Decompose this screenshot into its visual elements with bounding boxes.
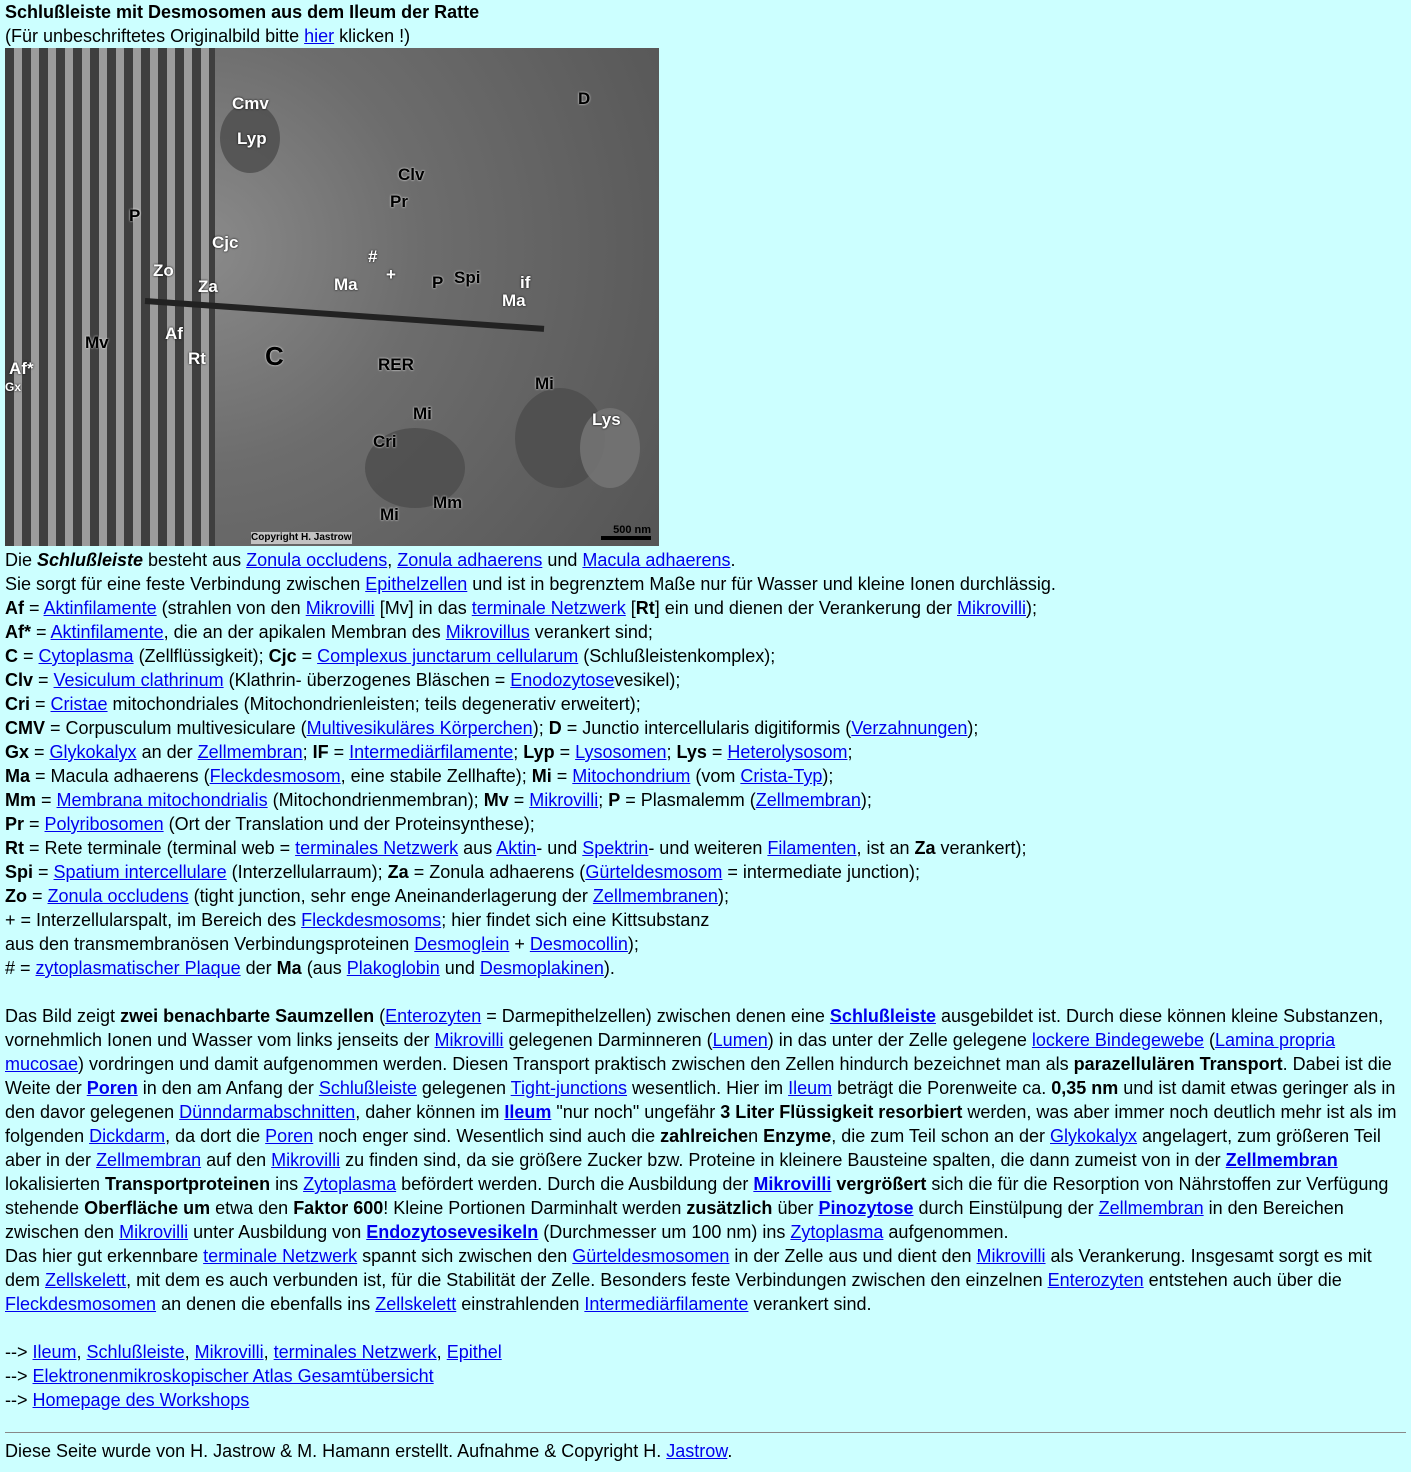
image-label: Zo [153, 261, 174, 280]
original-image-note: (Für unbeschriftetes Originalbild bitte hier klicken !) [5, 26, 411, 46]
description-paragraph: Das Bild zeigt zwei benachbarte Saumzellen (Enterozyten = Darmepithelzellen) zwischen denen eine Schlußleiste ausgebildet ist. Durch diese können kleine Substanzen, vornehmlich Ionen und Wasser vom links jenseits der Mikrovilli gelegenen Darminneren (Lumen) in das unter der Zelle gelegene lockere Bindegewebe (Lamina propria mucosae) vordringen und damit aufgenommen werden. Diesen Transport praktisch zwischen den Zellen hindurch bezeichnet man als parazellulären Transport. Dabei ist die Weite der Poren in den am Anfang der Schlußleiste gelegenen Tight-junctions wesentlich. Hier im Ileum beträgt die Porenweite ca. 0,35 nm und ist damit etwas geringer als in den davor gelegenen Dünndarmabschnitten, daher können im Ileum "nur noch" ungefähr 3 Liter Flüssigkeit resorbiert werden, was aber immer noch deutlich mehr ist als im folgenden Dickdarm, da dort die Poren noch enger sind. Wesentlich sind auch die zahlreichen Enzyme, die zum Teil schon an der Glykokalyx angelagert, zum größeren Teil aber in der Zellmembran auf den Mikrovilli zu finden sind, da sie größere Zucker bzw. Proteine in kleinere Bausteine spalten, die dann zumeist von in der Zellmembran lokalisierten Transportproteinen ins Zytoplasma befördert werden. Durch die Ausbildung der Mikrovilli vergrößert sich die für die Resorption von Nährstoffen zur Verfügung stehende Oberfläche um etwa den Faktor 600! Kleine Portionen Darminhalt werden zusätzlich über Pinozytose durch Einstülpung der Zellmembran in den Bereichen zwischen den Mikrovilli unter Ausbildung von Endozytosevesikeln (Durchmesser um 100 nm) ins Zytoplasma aufgenommen. [5, 1006, 1397, 1242]
link[interactable]: Fleckdesmosom [209, 766, 341, 786]
link-macula-adhaerens[interactable]: Macula adhaerens [582, 550, 731, 570]
scale-bar [601, 536, 651, 540]
link[interactable]: Enodozytose [510, 670, 615, 690]
image-label: # [368, 247, 378, 266]
intro-line-2: Sie sorgt für eine feste Verbindung zwischen Epithelzellen und ist in begrenztem Maße nur für Wasser und kleine Ionen durchlässig. [5, 574, 1056, 594]
nav-link-homepage[interactable]: Homepage des Workshops [32, 1390, 250, 1410]
link[interactable]: Mikrovilli [529, 790, 599, 810]
legend-spi: Spi = Spatium intercellulare (Interzellularraum); Za = Zonula adhaerens (Gürteldesmosom = intermediate junction); [5, 862, 920, 882]
link[interactable]: zytoplasmatischer Plaque [35, 958, 241, 978]
image-label: Mi [380, 505, 399, 524]
image-label: Af* [9, 359, 34, 378]
legend-zo: Zo = Zonula occludens (tight junction, sehr enge Aneinanderlagerung der Zellmembranen); [5, 886, 729, 906]
image-label: Af [165, 324, 183, 343]
link[interactable]: Poren [86, 1078, 138, 1098]
nav-link-terminales-netzwerk[interactable]: terminales Netzwerk [273, 1342, 437, 1362]
link[interactable]: Mikrovilli [434, 1030, 504, 1050]
link[interactable]: Zellmembran [1098, 1198, 1204, 1218]
link[interactable]: Lumen [712, 1030, 768, 1050]
image-label: Mi [535, 374, 554, 393]
microvilli-region [5, 48, 215, 546]
link[interactable]: Tight-junctions [510, 1078, 628, 1098]
link[interactable]: Schlußleiste [829, 1006, 936, 1026]
legend-afstar: Af* = Aktinfilamente, die an der apikalen Membran des Mikrovillus verankert sind; [5, 622, 653, 642]
link[interactable]: Mitochondrium [572, 766, 691, 786]
link[interactable]: Vesiculum clathrinum [53, 670, 224, 690]
footer: Diese Seite wurde von H. Jastrow & M. Hamann erstellt. Aufnahme & Copyright H. Jastrow. [5, 1441, 733, 1461]
divider [5, 1432, 1406, 1433]
link[interactable]: Dünndarmabschnitten [179, 1102, 356, 1122]
link-zonula-occludens[interactable]: Zonula occludens [246, 550, 388, 570]
nav-row: --> Homepage des Workshops [5, 1390, 250, 1410]
link[interactable]: terminales Netzwerk [295, 838, 459, 858]
legend-clv: Clv = Vesiculum clathrinum (Klathrin- überzogenes Bläschen = Enodozytosevesikel); [5, 670, 681, 690]
link[interactable]: Mikrovilli [271, 1150, 341, 1170]
link[interactable]: Gürteldesmosom [585, 862, 723, 882]
legend-hash: # = zytoplasmatischer Plaque der Ma (aus Plakoglobin und Desmoplakinen). [5, 958, 615, 978]
legend-cmv: CMV = Corpusculum multivesiculare (Multivesikuläres Körperchen); D = Junctio intercellularis digitiformis (Verzahnungen); [5, 718, 979, 738]
intro-line-1: Die Schlußleiste besteht aus Zonula occludens, Zonula adhaerens und Macula adhaerens. [5, 550, 736, 570]
image-label: P [129, 206, 141, 225]
image-copyright: Copyright H. Jastrow [251, 532, 352, 543]
original-image-link[interactable]: hier [304, 26, 335, 46]
footer-link-jastrow[interactable]: Jastrow [666, 1441, 728, 1461]
link[interactable]: Aktinfilamente [50, 622, 164, 642]
image-label: Cjc [212, 233, 239, 252]
image-label: C [265, 341, 284, 371]
image-label: Cmv [232, 94, 269, 113]
link[interactable]: Plakoglobin [346, 958, 440, 978]
image-label: Cri [373, 432, 397, 451]
navigation-links [5, 1340, 1406, 1412]
link[interactable]: Heterolysosom [727, 742, 848, 762]
page-title: Schlußleiste mit Desmosomen aus dem Ileum der Ratte [5, 2, 480, 22]
legend-ma: Ma = Macula adhaerens (Fleckdesmosom, eine stabile Zellhafte); Mi = Mitochondrium (vom Crista-Typ); [5, 766, 834, 786]
link[interactable]: Zellskelett [45, 1270, 127, 1290]
link-zonula-adhaerens[interactable]: Zonula adhaerens [397, 550, 543, 570]
link[interactable]: Spatium intercellulare [53, 862, 227, 882]
link[interactable]: Filamenten [767, 838, 857, 858]
link[interactable]: Polyribosomen [44, 814, 164, 834]
link[interactable]: Lysosomen [575, 742, 667, 762]
link-epithelzellen[interactable]: Epithelzellen [365, 574, 468, 594]
link[interactable]: Dickdarm [89, 1126, 166, 1146]
link[interactable]: terminale Netzwerk [203, 1246, 358, 1266]
description-paragraph-2: Das hier gut erkennbare terminale Netzwerk spannt sich zwischen den Gürteldesmosomen in der Zelle aus und dient den Mikrovilli als Verankerung. Insgesamt sorgt es mit dem Zellskelett, mit dem es auch verbunden ist, für die Stabilität der Zelle. Besonders feste Verbindungen zwischen den einzelnen Enterozyten entstehen auch über die Fleckdesmosomen an denen die ebenfalls ins Zellskelett einstrahlenden Intermediärfilamente verankert sind. [5, 1246, 1372, 1314]
link[interactable]: Zytoplasma [790, 1222, 884, 1242]
scale-label: 500 nm [613, 524, 651, 536]
electron-micrograph [5, 48, 659, 546]
link[interactable]: Desmoglein [414, 934, 510, 954]
link[interactable]: terminale Netzwerk [471, 598, 626, 618]
image-label: Pr [390, 192, 408, 211]
link[interactable]: Glykokalyx [49, 742, 137, 762]
nav-link-mikrovilli[interactable]: Mikrovilli [194, 1342, 264, 1362]
image-label: Clv [398, 165, 425, 184]
link[interactable]: Aktinfilamente [43, 598, 157, 618]
link[interactable]: Cristae [50, 694, 108, 714]
nav-link-ileum[interactable]: Ileum [32, 1342, 77, 1362]
link[interactable]: Intermediärfilamente [584, 1294, 749, 1314]
link[interactable]: Enterozyten [1047, 1270, 1144, 1290]
link[interactable]: Zellmembran [197, 742, 303, 762]
link[interactable]: Mikrovillus [445, 622, 530, 642]
link[interactable]: Fleckdesmosoms [301, 910, 442, 930]
image-label: Spi [454, 268, 481, 287]
link[interactable]: Mikrovilli [305, 598, 375, 618]
link[interactable]: Poren [265, 1126, 314, 1146]
link[interactable]: Lamina propria mucosae [5, 1030, 1336, 1074]
link[interactable]: Verzahnungen [851, 718, 968, 738]
link[interactable]: Desmoplakinen [479, 958, 604, 978]
link[interactable]: Glykokalyx [1050, 1126, 1138, 1146]
link[interactable]: Complexus junctarum cellularum [317, 646, 579, 666]
image-label: Za [198, 277, 218, 296]
link[interactable]: Ileum [788, 1078, 833, 1098]
link[interactable]: Mikrovilli [976, 1246, 1046, 1266]
nav-link-schlussleiste[interactable]: Schlußleiste [86, 1342, 185, 1362]
nav-link-atlas[interactable]: Elektronenmikroskopischer Atlas Gesamtübersicht [32, 1366, 434, 1386]
link[interactable]: Multivesikuläres Körperchen [306, 718, 533, 738]
link[interactable]: Pinozytose [818, 1198, 914, 1218]
link[interactable]: Mikrovilli [119, 1222, 189, 1242]
link[interactable]: Membrana mitochondrialis [56, 790, 268, 810]
link[interactable]: Zellmembran [755, 790, 861, 810]
legend-rt: Rt = Rete terminale (terminal web = terminales Netzwerk aus Aktin- und Spektrin- und weiteren Filamenten, ist an Za verankert); [5, 838, 1027, 858]
image-label: Mv [85, 333, 109, 352]
legend-af: Af = Aktinfilamente (strahlen von den Mikrovilli [Mv] in das terminale Netzwerk [Rt] ein und dienen der Verankerung der Mikrovilli); [5, 598, 1038, 618]
image-label: Mm [433, 493, 463, 512]
link[interactable]: Cytoplasma [38, 646, 134, 666]
link[interactable]: Aktin [496, 838, 537, 858]
legend-plus: + = Interzellularspalt, im Bereich des Fleckdesmosoms; hier findet sich eine Kittsubstanz [5, 910, 710, 930]
link[interactable]: Mikrovilli [957, 598, 1027, 618]
link[interactable]: Spektrin [582, 838, 649, 858]
legend-gx: Gx = Glykokalyx an der Zellmembran; IF = Intermediärfilamente; Lyp = Lysosomen; Lys = Heterolysosom; [5, 742, 853, 762]
legend-c: C = Cytoplasma (Zellflüssigkeit); Cjc = Complexus junctarum cellularum (Schlußleistenkomplex); [5, 646, 776, 666]
link[interactable]: Ileum [504, 1102, 552, 1122]
link[interactable]: Intermediärfilamente [349, 742, 514, 762]
link[interactable]: Zellmembranen [592, 886, 718, 906]
link[interactable]: Zonula occludens [47, 886, 189, 906]
link[interactable]: Schlußleiste [318, 1078, 417, 1098]
image-label: Rt [188, 349, 206, 368]
link[interactable]: Endozytosevesikeln [366, 1222, 539, 1242]
link[interactable]: Desmocollin [529, 934, 628, 954]
link[interactable]: Zellskelett [375, 1294, 457, 1314]
image-label: if [520, 273, 531, 292]
legend-plus-2: aus den transmembranösen Verbindungsproteinen Desmoglein + Desmocollin); [5, 934, 639, 954]
image-label: RER [378, 355, 414, 374]
link[interactable]: Crista-Typ [740, 766, 823, 786]
link[interactable]: Fleckdesmosomen [5, 1294, 157, 1314]
image-label: + [386, 265, 396, 284]
image-label: Gx [5, 380, 22, 394]
image-label: Lys [592, 410, 621, 429]
link[interactable]: Zellmembran [96, 1150, 202, 1170]
link[interactable]: Mikrovilli [753, 1174, 832, 1194]
image-label: Ma [334, 275, 358, 294]
nav-row: --> Elektronenmikroskopischer Atlas Gesamtübersicht [5, 1366, 434, 1386]
image-label: Ma [502, 291, 526, 310]
link[interactable]: Zytoplasma [303, 1174, 397, 1194]
image-label: P [432, 273, 444, 292]
nav-link-epithel[interactable]: Epithel [446, 1342, 502, 1362]
link[interactable]: Enterozyten [385, 1006, 482, 1026]
nav-row: --> Ileum, Schlußleiste, Mikrovilli, terminales Netzwerk, Epithel [5, 1342, 502, 1362]
legend-pr: Pr = Polyribosomen (Ort der Translation und der Proteinsynthese); [5, 814, 535, 834]
image-label: Mi [413, 404, 432, 423]
legend-mm: Mm = Membrana mitochondrialis (Mitochondrienmembran); Mv = Mikrovilli; P = Plasmalemm (Zellmembran); [5, 790, 872, 810]
link[interactable]: lockere Bindegewebe [1031, 1030, 1205, 1050]
link[interactable]: Gürteldesmosomen [572, 1246, 730, 1266]
image-label: Lyp [237, 129, 267, 148]
image-label: D [578, 89, 591, 108]
link[interactable]: Zellmembran [1225, 1150, 1338, 1170]
legend-cri: Cri = Cristae mitochondriales (Mitochondrienleisten; teils degenerativ erweitert); [5, 694, 641, 714]
